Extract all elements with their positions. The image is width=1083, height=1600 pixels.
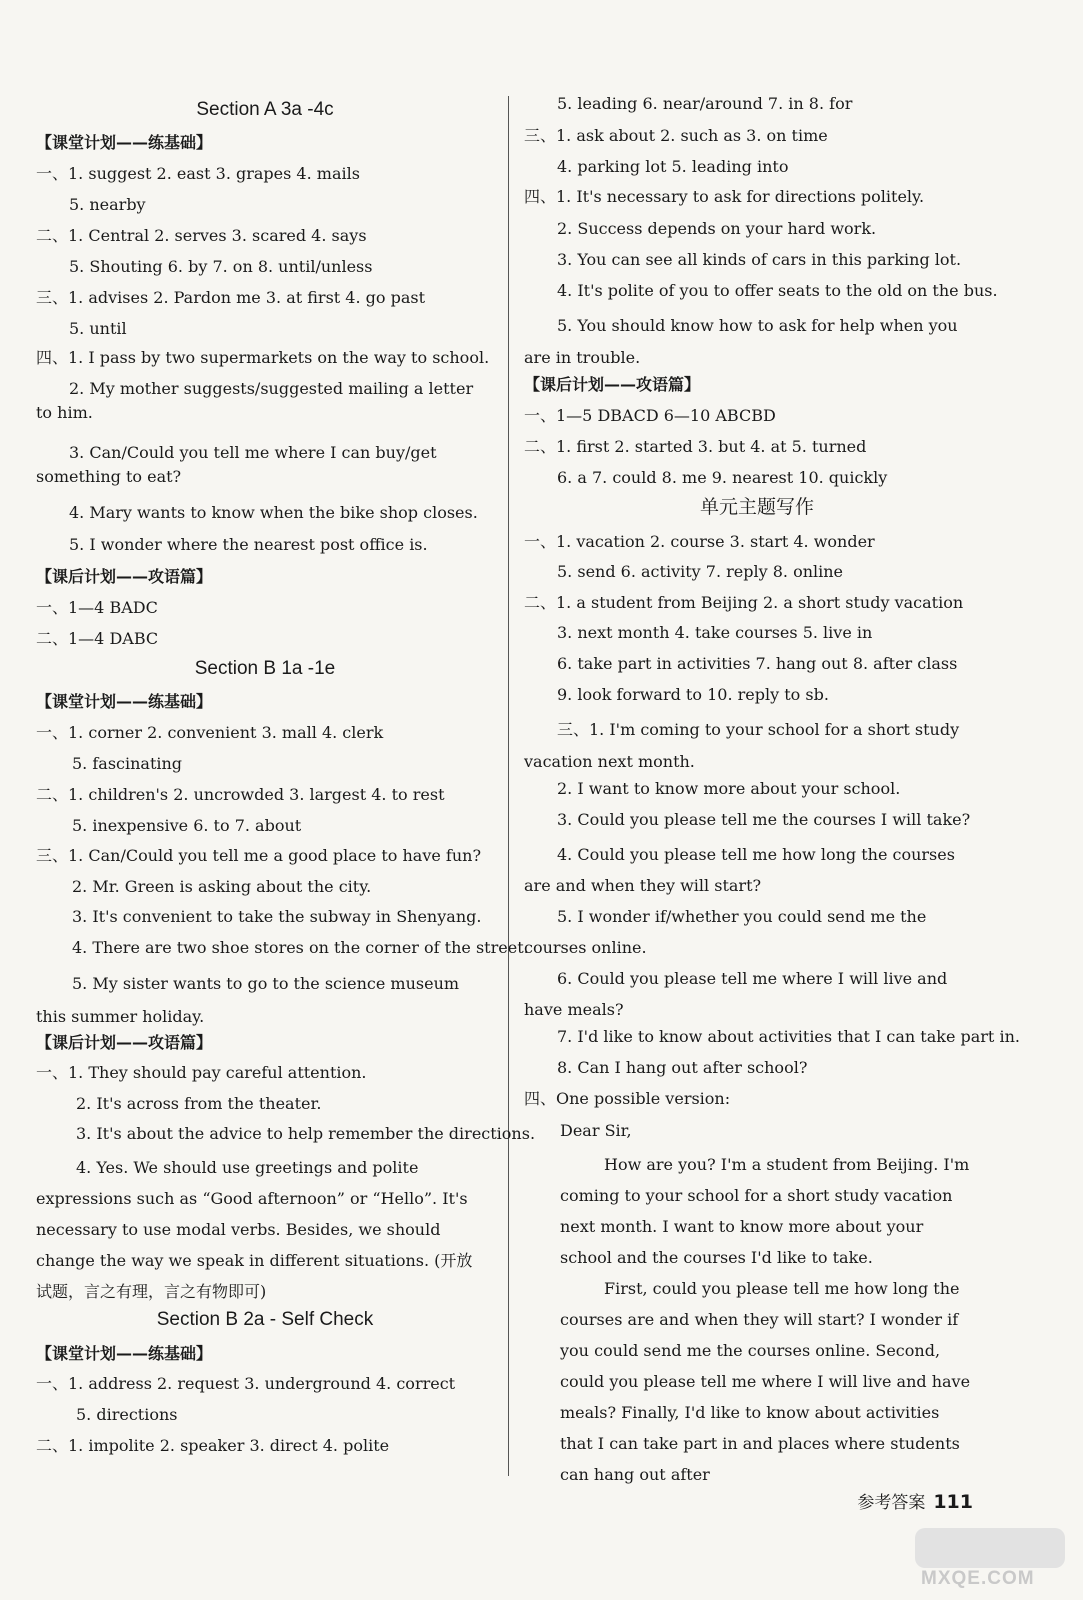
answer-line: 3. It's about the advice to help remember the directions. (76, 1124, 536, 1143)
answer-line: 四、1. I pass by two supermarkets on the way to school. (36, 348, 490, 367)
answer-line: 4. It's polite of you to offer seats to the old on the bus. (557, 281, 998, 300)
answer-line: 三、1. Can/Could you tell me a good place to have fun? (36, 846, 482, 865)
answer-line: 4. Could you please tell me how long the courses are and when they will start? (524, 845, 955, 895)
answer-line: 一、1. corner 2. convenient 3. mall 4. clerk (36, 723, 384, 742)
answer-line: 5. I wonder where the nearest post office is. (69, 535, 428, 554)
answer-line: 四、1. It's necessary to ask for directions politely. (524, 187, 925, 206)
answer-line: 9. look forward to 10. reply to sb. (557, 685, 829, 704)
answer-line: 2. I want to know more about your school. (557, 779, 901, 798)
answer-line: 8. Can I hang out after school? (557, 1058, 808, 1077)
subsection-label: 【课堂计划——练基础】 (36, 692, 213, 711)
subsection-label: 【课后计划——攻语篇】 (36, 1033, 213, 1052)
answer-line: 一、1. vacation 2. course 3. start 4. wonder (524, 532, 875, 551)
section-heading: 单元主题写作 (699, 497, 814, 518)
answer-line: 6. take part in activities 7. hang out 8. after class (557, 654, 958, 673)
answer-line: 三、1. I'm coming to your school for a short study vacation next month. (524, 720, 960, 771)
answer-line: 一、1. address 2. request 3. underground 4. correct (36, 1374, 456, 1393)
answer-line: 7. I'd like to know about activities that I can take part in. (557, 1027, 1020, 1046)
column-divider (508, 96, 509, 1476)
answer-line: 4. Mary wants to know when the bike shop closes. (69, 503, 478, 522)
answer-line: 3. Could you please tell me the courses I will take? (557, 810, 971, 829)
answer-paragraph: 4. Yes. We should use greetings and polite expressions such as “Good afternoon” or “Hello”. It's necessary to use modal verbs. Besides, we should change the way we speak in different situations. (开放试题，言之有理，言之有物即可) (36, 1158, 473, 1301)
subsection-label: 【课后计划——攻语篇】 (36, 567, 213, 586)
answer-line: 3. Can/Could you tell me where I can buy/get something to eat? (36, 443, 437, 486)
letter-paragraph: How are you? I'm a student from Beijing. I'm coming to your school for a short study vacation next month. I want to know more about your school and the courses I'd like to take. (560, 1155, 970, 1267)
answer-line: 一、1. suggest 2. east 3. grapes 4. mails (36, 164, 360, 183)
answer-line: 5. I wonder if/whether you could send me the courses online. (524, 907, 927, 957)
answer-line: 4. parking lot 5. leading into (557, 157, 789, 176)
answer-line: 2. Mr. Green is asking about the city. (72, 877, 372, 896)
answer-line: 3. next month 4. take courses 5. live in (557, 623, 873, 642)
answer-line: 6. a 7. could 8. me 9. nearest 10. quickly (557, 468, 888, 487)
answer-line: 二、1—4 DABC (36, 629, 159, 648)
answer-line: 二、1. first 2. started 3. but 4. at 5. turned (524, 437, 867, 456)
answer-line: 5. send 6. activity 7. reply 8. online (557, 562, 844, 581)
answer-line: 2. Success depends on your hard work. (557, 219, 877, 238)
answer-line: 二、1. Central 2. serves 3. scared 4. says (36, 226, 367, 245)
answer-line: 二、1. children's 2. uncrowded 3. largest 4. to rest (36, 785, 445, 804)
subsection-label: 【课后计划——攻语篇】 (524, 375, 701, 394)
letter-paragraph: First, could you please tell me how long the courses are and when they will start? I wonder if you could send me the courses online. Second, could you please tell me where I will live and have meals? Finally, I'd like to know about activities that I can take part in and places where students can hang out after (560, 1279, 971, 1484)
page-footer (857, 1488, 973, 1513)
answer-line: 5. until (69, 319, 127, 338)
watermark (915, 1528, 1065, 1588)
answer-line: 3. It's convenient to take the subway in Shenyang. (72, 907, 482, 926)
answer-line: 三、1. advises 2. Pardon me 3. at first 4. go past (36, 288, 426, 307)
answer-line: 5. My sister wants to go to the science museum this summer holiday. (36, 974, 460, 1026)
answer-line: 5. fascinating (72, 754, 183, 773)
footer-label: 参考答案 (857, 1493, 926, 1513)
section-heading: Section B 1a -1e (194, 658, 336, 679)
answer-line: 2. My mother suggests/suggested mailing a letter to him. (36, 379, 474, 422)
answer-line: 一、1—5 DBACD 6—10 ABCBD (524, 406, 776, 425)
answer-line: 四、One possible version: (524, 1089, 731, 1108)
answer-line: 5. leading 6. near/around 7. in 8. for (557, 94, 853, 113)
answer-line: 一、1. They should pay careful attention. (36, 1063, 367, 1082)
answer-line: 6. Could you please tell me where I will live and have meals? (524, 969, 948, 1019)
answer-line: 5. You should know how to ask for help when you are in trouble. (524, 316, 958, 367)
watermark-logo-icon (915, 1528, 1065, 1568)
subsection-label: 【课堂计划——练基础】 (36, 1344, 213, 1363)
page-number: 111 (933, 1491, 973, 1513)
section-heading: Section A 3a -4c (196, 99, 334, 120)
answer-line: 5. inexpensive 6. to 7. about (72, 816, 302, 835)
answer-line: 一、1—4 BADC (36, 598, 158, 617)
subsection-label: 【课堂计划——练基础】 (36, 133, 213, 152)
watermark-text: MXQE.COM (921, 1568, 1035, 1589)
answer-line: 三、1. ask about 2. such as 3. on time (524, 126, 828, 145)
section-heading: Section B 2a - Self Check (156, 1309, 374, 1330)
answer-line: 二、1. impolite 2. speaker 3. direct 4. polite (36, 1436, 390, 1455)
answer-line: 5. directions (76, 1405, 178, 1424)
answer-line: 5. nearby (69, 195, 146, 214)
answer-line: 3. You can see all kinds of cars in this parking lot. (557, 250, 962, 269)
answer-line: 5. Shouting 6. by 7. on 8. until/unless (69, 257, 373, 276)
answer-line: 二、1. a student from Beijing 2. a short study vacation (524, 593, 964, 612)
letter-salutation: Dear Sir, (560, 1121, 632, 1140)
answer-line: 4. There are two shoe stores on the corner of the street. (72, 938, 529, 957)
answer-line: 2. It's across from the theater. (76, 1094, 322, 1113)
